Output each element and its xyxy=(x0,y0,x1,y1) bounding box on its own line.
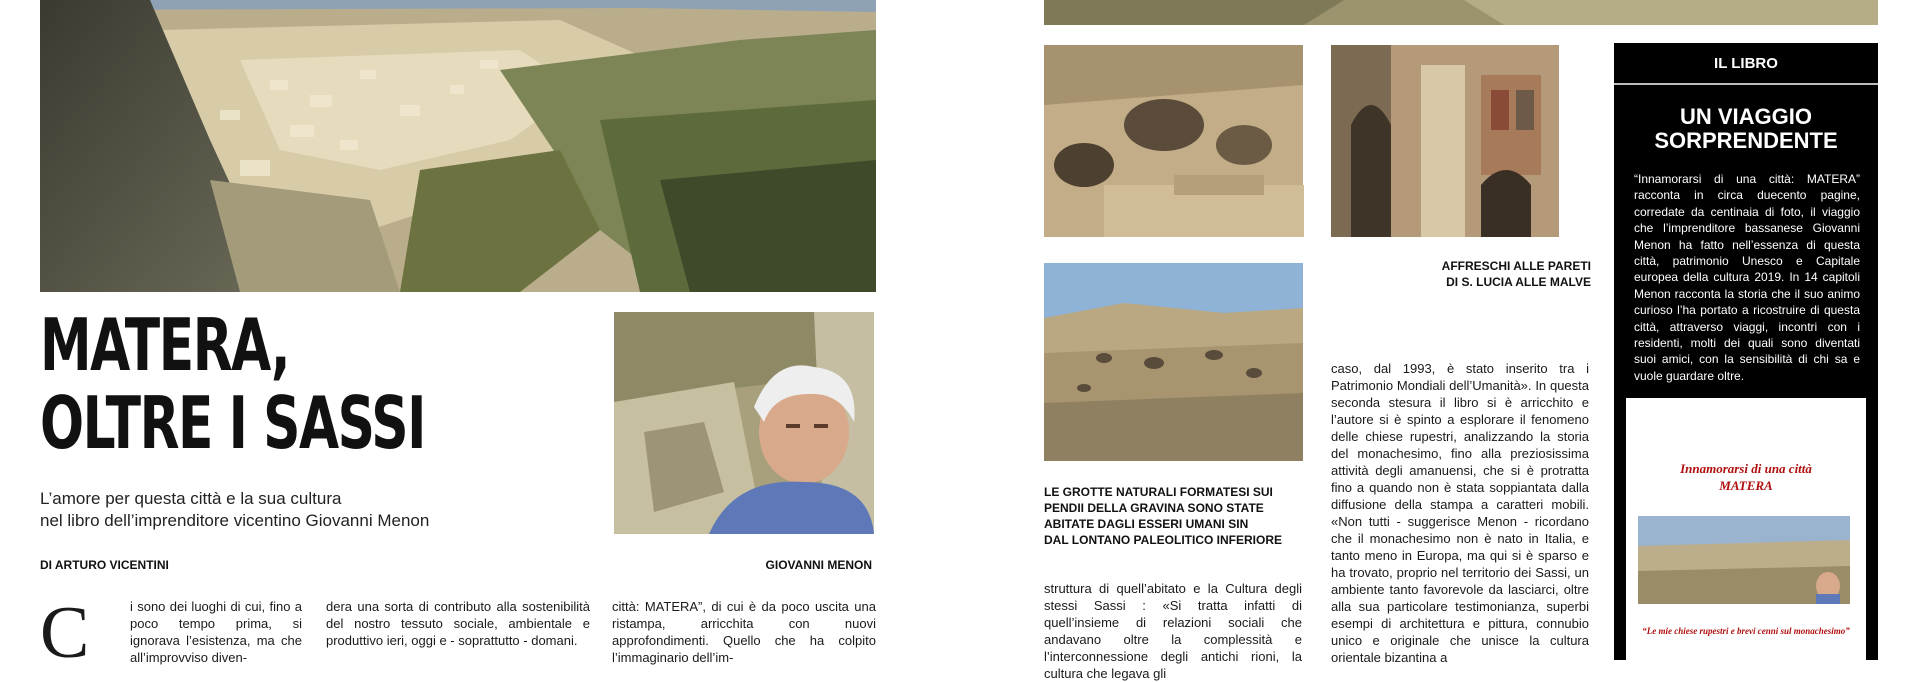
sidebar-title-line-2: SORPRENDENTE xyxy=(1654,128,1838,153)
grotte-caption xyxy=(1044,484,1304,548)
grotte-caption-line-1: LE GROTTE NATURALI FORMATESI SUI xyxy=(1044,485,1273,499)
body-column-3: città: MATERA”, di cui è da poco uscita una ristampa, arricchita con nuovi approfondimenti. Quello che ha colpito l’immaginario dell’im- xyxy=(612,599,876,665)
body-column-1: i sono dei luoghi di cui, fino a poco tempo prima, si ignorava l’esistenza, ma che all’improvviso diven- xyxy=(130,599,302,665)
article-subtitle xyxy=(40,488,429,532)
portrait-caption: GIOVANNI MENON xyxy=(765,558,872,572)
fresco-caption xyxy=(1331,258,1591,290)
sidebar-body: “Innamorarsi di una città: MATERA” racconta in circa duecento pagine, corredate da centinaia di foto, il viaggio che l’imprenditore bassanese Giovanni Menon ha fatto nell’essenza di questa città, patrimonio Unesco e Capitale europea della cultura 2019. In 14 capitoli Menon racconta la storia che il suo animo curioso l’ha portato a ricostruire di questa città, attraverso viaggi, incontri con i residenti, molti dei quali sono diventati suoi amici, con la sensibilità di chi sa e vuole guardare oltre. xyxy=(1634,172,1860,383)
drop-cap: C xyxy=(40,592,90,674)
fresco-caption-line-1: AFFRESCHI ALLE PARETI xyxy=(1441,259,1591,273)
body-column-2: dera una sorta di contributo alla sostenibilità del nostro tessuto sociale, ambientale e produttivo ieri, oggi e - soprattutto - domani. xyxy=(326,599,590,648)
author-byline: DI ARTURO VICENTINI xyxy=(40,558,169,572)
grotte-caption-line-2: PENDII DELLA GRAVINA SONO STATE xyxy=(1044,501,1264,515)
hero-photo-matera-sassi xyxy=(40,0,876,292)
fresco-church-photo xyxy=(1331,45,1559,237)
cave-dwellings-photo xyxy=(1044,45,1303,237)
book-sidebar xyxy=(1614,43,1878,660)
sidebar-header: IL LIBRO xyxy=(1614,43,1878,85)
book-cover-title-line-1: Innamorarsi di una città xyxy=(1680,461,1812,476)
sidebar-title xyxy=(1614,105,1878,153)
grotte-caption-line-4: DAL LONTANO PALEOLITICO INFERIORE xyxy=(1044,533,1282,547)
book-cover-title xyxy=(1626,460,1866,494)
subtitle-line-2: nel libro dell’imprenditore vicentino Giovanni Menon xyxy=(40,511,430,530)
headline-line-1: MATERA, xyxy=(40,303,290,387)
book-cover-image xyxy=(1626,398,1866,660)
fresco-caption-line-2: DI S. LUCIA ALLE MALVE xyxy=(1446,275,1591,289)
top-strip-photo xyxy=(1044,0,1878,25)
subtitle-line-1: L’amore per questa città e la sua cultura xyxy=(40,489,342,508)
book-cover-quote: “Le mie chiese rupestri e brevi cenni sul monachesimo” xyxy=(1642,626,1850,636)
gravina-cliffs-photo xyxy=(1044,263,1303,461)
body-column-5: caso, dal 1993, è stato inserito tra i Patrimonio Mondiali dell’Umanità». In questa seconda stesura il libro si è arricchito e l’autore si è spinto a esplorare il fenomeno delle chiese rupestri, analizzando la storia del monachesimo, fino alla preziosissima attività degli amanuensi, che si è protratta fino a quando non è stata soppiantata dalla diffusione della stampa a caratteri mobili. «Non tutti - suggerisce Menon - ricordano che il monachesimo non è nato in Italia, e tanto meno in Europa, ma qui si è sparso e ha trovato, proprio nel territorio dei Sassi, un ambiente tanto favorevole da lasciarci, oltre alla sua particolare testimonianza, superbi esempi di architettura e pittura, connubio unico e originale che unisce la cultura orientale bizantina a xyxy=(1331,361,1589,665)
book-cover-title-line-2: MATERA xyxy=(1719,478,1773,493)
grotte-caption-line-3: ABITATE DAGLI ESSERI UMANI SIN xyxy=(1044,517,1249,531)
book-cover-photo xyxy=(1638,516,1850,604)
portrait-photo-giovanni-menon xyxy=(614,312,874,534)
sidebar-title-line-1: UN VIAGGIO xyxy=(1679,104,1812,129)
article-headline xyxy=(40,303,425,465)
headline-line-2: OLTRE I SASSI xyxy=(40,381,425,465)
body-column-4: struttura di quell’abitato e la Cultura degli stessi Sassi : «Si tratta infatti di quell’insieme di relazioni sociali che andavano oltre la complessità e l’interconnessione degli antichi rioni, la cultura che legava gli xyxy=(1044,581,1302,681)
